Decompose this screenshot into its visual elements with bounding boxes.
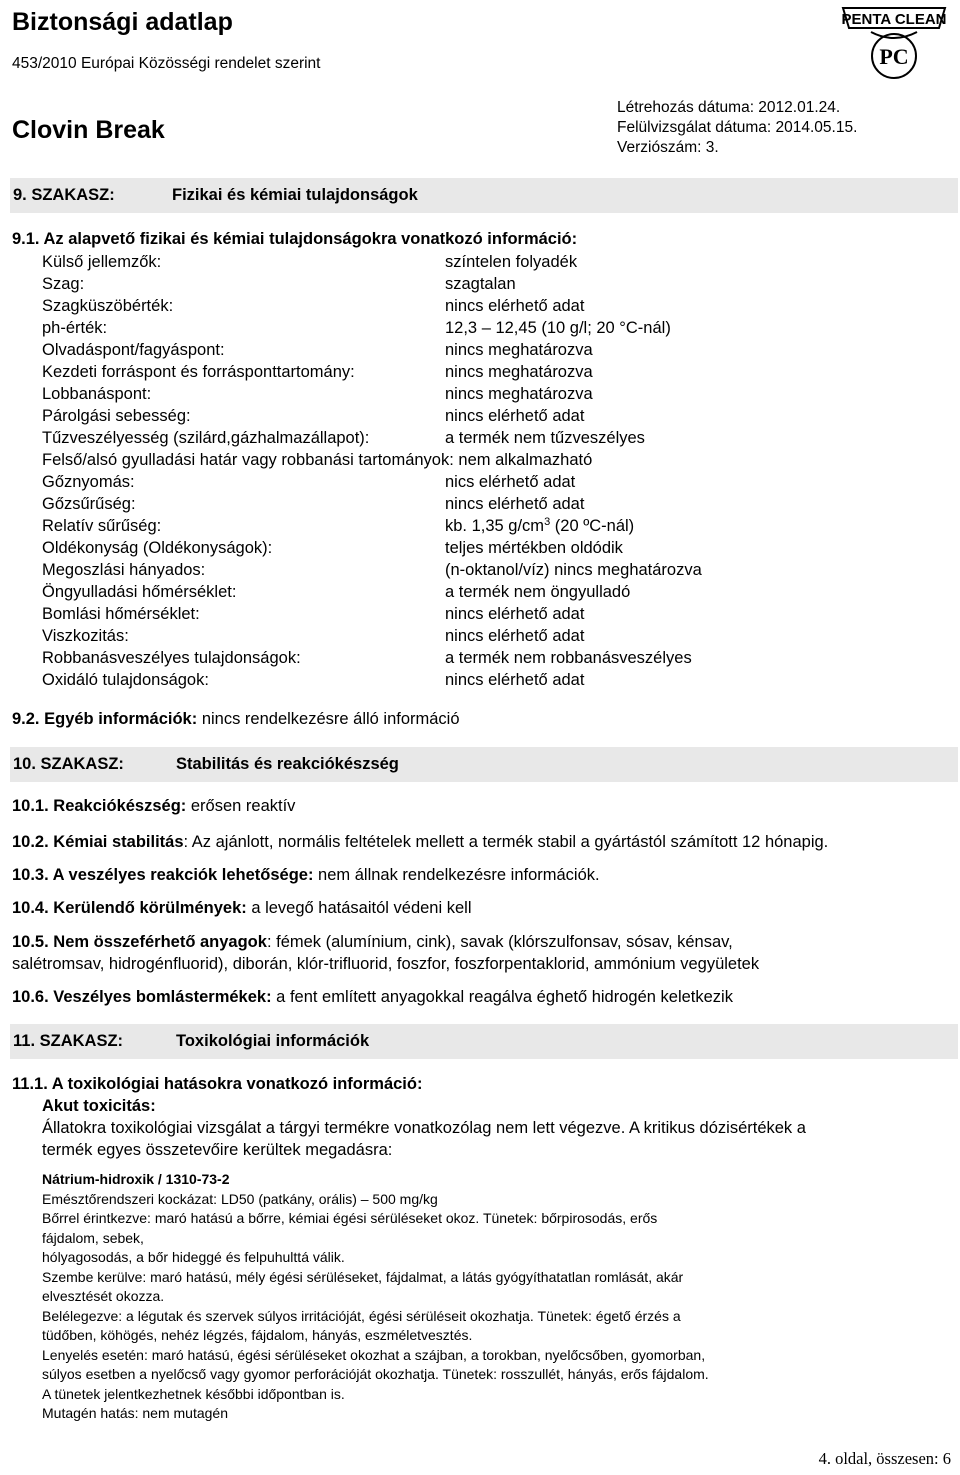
tox-line: Szembe kerülve: maró hatású, mély égési sérüléseket, fájdalmat, a látás gyógyíthatatlan romlását, akár — [42, 1268, 684, 1285]
subsection-10-6: 10.6. Veszélyes bomlástermékek: a fent említett anyagokkal reagálva éghető hidrogén keletkezik — [12, 988, 733, 1006]
document-title: Biztonsági adatlap — [12, 8, 233, 36]
tox-line: hólyagosodás, a bőr hideggé és felpuhulttá válik. — [42, 1249, 345, 1265]
tox-line: súlyos esetben a nyelőcső vagy gyomor perforációját okozhatja. Tünetek: rosszullét, hányás, erős fájdalom. — [42, 1366, 709, 1382]
section-9-number: 9. SZAKASZ: — [13, 186, 115, 204]
subsection-10-3: 10.3. A veszélyes reakciók lehetősége: nem állnak rendelkezésre információk. — [12, 866, 600, 884]
tox-line: tüdőben, köhögés, nehéz légzés, fájdalom, hányás, eszméletvesztés. — [42, 1327, 473, 1343]
toxicity-details — [42, 1170, 902, 1424]
substance-name: Nátrium-hidroxik / 1310-73-2 — [42, 1171, 230, 1187]
acute-toxicity-text: Állatokra toxikológiai vizsgálat a tárgyi termékre vonatkozólag nem lett végezve. A kritikus dózisértékek a — [42, 1119, 806, 1137]
section-10-number: 10. SZAKASZ: — [13, 755, 124, 773]
subsection-10-1: 10.1. Reakciókészség: erősen reaktív — [12, 797, 296, 815]
tox-line: fájdalom, sebek, — [42, 1229, 144, 1246]
section-9-header — [10, 178, 958, 213]
created-date: Létrehozás dátuma: 2012.01.24. — [617, 99, 841, 116]
tox-line: Lenyelés esetén: maró hatású, égési sérüléseket okozhat a szájban, a torokban, nyelőcsőben, gyomorban, — [42, 1346, 706, 1363]
tox-line: Mutagén hatás: nem mutagén — [42, 1405, 229, 1421]
penta-clean-logo — [835, 2, 953, 82]
section-11-header — [10, 1024, 958, 1059]
section-10-header — [10, 747, 958, 782]
section-10-title: Stabilitás és reakciókészség — [176, 755, 399, 773]
page-number: 4. oldal, összesen: 6 — [818, 1449, 951, 1468]
subsection-11-1-title: 11.1. A toxikológiai hatásokra vonatkozó információ: — [12, 1075, 423, 1093]
logo-mark: PC — [879, 44, 909, 69]
subsection-10-2: 10.2. Kémiai stabilitás: Az ajánlott, normális feltételek mellett a termék stabil a gyártástól számított 12 hónapig. — [12, 833, 829, 851]
subsection-9-1-title: 9.1. Az alapvető fizikai és kémiai tulajdonságokra vonatkozó információ: — [12, 230, 578, 248]
subsection-10-5-cont: salétromsav, hidrogénfluorid), diborán, klór-trifluorid, foszfor, foszforpentaklorid, ammónium vegyületek — [12, 955, 760, 973]
tox-line: Belélegezve: a légutak és szervek súlyos irritációját, égési sérüléseit okozhatja. Tünetek: égető érzés a — [42, 1307, 681, 1324]
tox-line: elvesztését okozza. — [42, 1288, 165, 1304]
acute-toxicity-text-cont: termék egyes összetevőire kerültek megadásra: — [42, 1141, 393, 1159]
revised-date: Felülvizsgálat dátuma: 2014.05.15. — [617, 119, 858, 136]
version-number: Verziószám: 3. — [617, 139, 719, 156]
document-meta — [617, 98, 857, 158]
product-name: Clovin Break — [12, 116, 165, 144]
section-11-title: Toxikológiai információk — [176, 1032, 370, 1050]
acute-toxicity-title: Akut toxicitás: — [42, 1097, 156, 1115]
document-header — [0, 0, 960, 178]
tox-line: Bőrrel érintkezve: maró hatású a bőrre, kémiai égési sérüléseket okoz. Tünetek: bőrpirosodás, erős — [42, 1210, 658, 1226]
tox-line: A tünetek jelentkezhetnek későbbi időpontban is. — [42, 1385, 345, 1402]
subsection-9-2: 9.2. Egyéb információk: nincs rendelkezésre álló információ — [12, 710, 460, 728]
logo-text: PENTA CLEAN — [841, 11, 947, 28]
subsection-10-4: 10.4. Kerülendő körülmények: a levegő hatásaitól védeni kell — [12, 899, 472, 917]
section-9-title: Fizikai és kémiai tulajdonságok — [172, 186, 418, 204]
regulation-subtitle: 453/2010 Európai Közösségi rendelet szerint — [12, 55, 321, 72]
tox-line: Emésztőrendszeri kockázat: LD50 (patkány, orális) – 500 mg/kg — [42, 1190, 438, 1207]
subsection-10-5: 10.5. Nem összeférhető anyagok: fémek (alumínium, cink), savak (klórszulfonsav, sósav, kénsav, — [12, 933, 733, 951]
section-11-number: 11. SZAKASZ: — [13, 1032, 124, 1050]
